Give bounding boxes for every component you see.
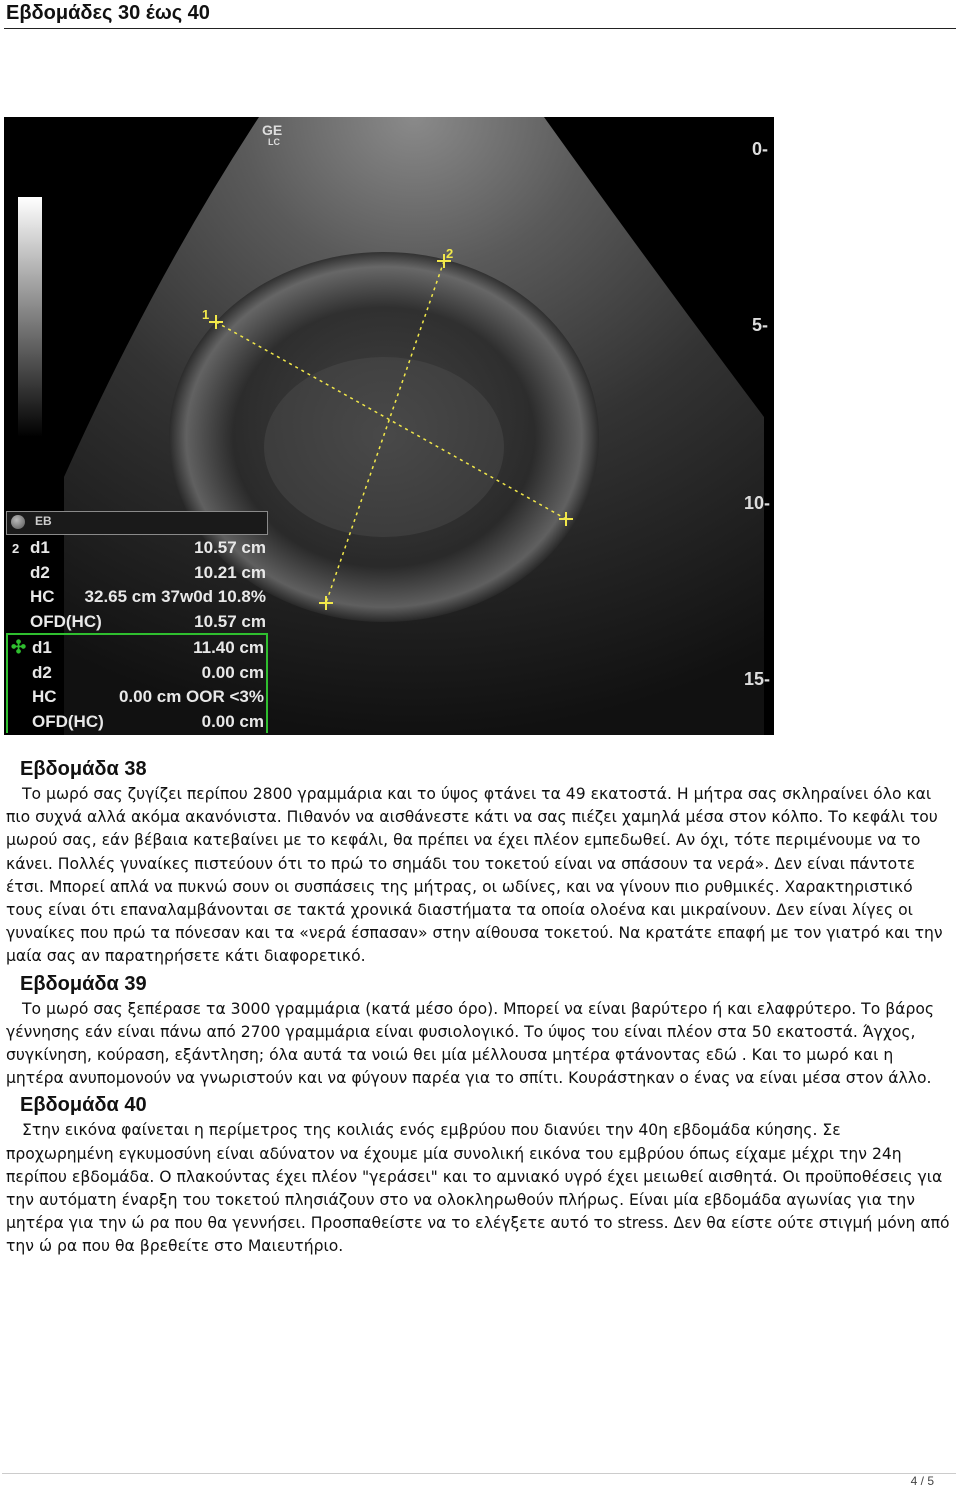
- measurement-label: OFD(HC): [30, 611, 102, 631]
- section-title: Εβδομάδα 39: [20, 972, 147, 995]
- measurement-value: 0.00 cm: [201, 662, 264, 682]
- footer-divider: [2, 1473, 956, 1474]
- measurement-label: d2: [32, 662, 52, 682]
- measurement-set-2: [6, 633, 268, 733]
- caliper-icon: ✣: [11, 637, 27, 657]
- measurement-label: d1: [30, 538, 50, 557]
- section-title: Εβδομάδα 38: [20, 758, 147, 780]
- depth-mark: 0-: [752, 139, 769, 159]
- article-body: [6, 758, 950, 1263]
- header-divider: [4, 28, 956, 29]
- measurement-value: 10.57 cm: [194, 538, 266, 557]
- section-text: Στην εικόνα φαίνεται η περίμετρος της κοιλιάς ενός εμβρύου που διανύει την 40η εβδομάδα κύησης. Σε προχωρημένη εγκυμοσύνη είναι αδύνατον να έχουμε μία συνολική εικόνα του εμβρύου όπως είχαμε μέχρι την 24η περίπου εβδομάδα. Ο πλακούντας έχει πλέον "γεράσει" και το αμνιακό υγρό έχει μειωθεί αισθητά. Οι προϋποθέσεις για την αυτόματη έναρξη του τοκετού πλησιάζουν στο να ολοκληρωθούν πλήρως. Είναι μία εβδομάδα αγωνίας για την μητέρα για την ώ ρα που θα γεννήσει. Προσπαθείστε να το ελέγξετε αυτό το stress. Δεν θα είστε ούτε στιγμή μόνη από την ώ ρα που θα βρεθείτε στο Μαιευτήριο.: [6, 1121, 950, 1256]
- section-text: Το μωρό σας ζυγίζει περίπου 2800 γραμμάρια και το ύψος φτάνει τα 49 εκατοστά. Η μήτρα σας σκληραίνει όλο και πιο συχνά αλλά ακόμα ακανόνιστα. Πιθανόν να αισθάνεστε κάτι να σας πιέζει χαμηλά μέσα στον κόλπο. Το κεφάλι του μωρού σας, εάν βέβαια κατεβαίνει με το κεφάλι, θα πρέπει να έχει πλέον εμπεδωθεί. Αν όχι, τότε περιμένουμε να το κάνει. Πολλές γυναίκες πιστεύουν ότι το πρώ το σημάδι του τοκετού είναι να σπάσουν τα νερά». Δεν είναι πάντοτε έτσι. Μπορεί απλά να πυκνώ σουν οι συσπάσεις της μήτρας, οι ωδίνες, και να γίνουν πιο ρυθμικές. Χαρακτηριστικό τους είναι ότι επαναλαμβάνονται σε τακτά χρονικά διαστήματα τα οποία ολοένα και μικραίνουν. Δεν είναι λίγες οι γυναίκες που πρώ τα πόνεσαν και τα «νερά έσπασαν» στην αίθουσα τοκετού. Να κρατάτε επαφή με τον γιατρό και την μαία σας αν παρατηρήσετε κάτι διαφορετικό.: [6, 785, 943, 966]
- measurement-value: 0.00 cm OOR <3%: [118, 687, 264, 706]
- measurement-label: HC: [30, 587, 55, 606]
- measurement-set-1: [6, 535, 268, 633]
- measurement-row: [6, 609, 268, 634]
- probe-label: LC: [268, 137, 280, 147]
- depth-mark: 5-: [752, 315, 769, 335]
- depth-mark: 10-: [744, 493, 771, 513]
- caliper-label: 1: [202, 307, 210, 322]
- brand-logo: GE: [262, 122, 283, 138]
- measurement-label: d1: [32, 638, 52, 657]
- measurement-row: [8, 684, 266, 709]
- measurement-value: 10.57 cm: [194, 611, 266, 631]
- depth-mark: 15-: [744, 669, 771, 689]
- measurement-value: 11.40 cm: [193, 638, 264, 657]
- measurement-row: [6, 535, 268, 560]
- grayscale-bar: [18, 197, 42, 437]
- page-number: 4 / 5: [910, 1474, 934, 1488]
- page-title: Εβδομάδες 30 έως 40: [6, 2, 210, 24]
- record-icon: [11, 515, 25, 529]
- measurement-row: [6, 560, 268, 585]
- measurement-value: 32.65 cm 37w0d 10.8%: [84, 587, 266, 606]
- measurements-panel: [6, 511, 268, 735]
- measurement-value: 0.00 cm: [201, 711, 264, 731]
- section-title: Εβδομάδα 40: [20, 1094, 147, 1117]
- measurement-row: [8, 635, 266, 660]
- caliper-label: 2: [446, 246, 454, 261]
- measurements-header: [6, 511, 268, 535]
- ultrasound-image: [4, 117, 774, 735]
- measurement-label: OFD(HC): [32, 711, 104, 731]
- measurement-value: 10.21 cm: [194, 562, 266, 582]
- measurement-label: HC: [32, 687, 57, 706]
- measurement-row: [8, 660, 266, 685]
- section-text: Το μωρό σας ξεπέρασε τα 3000 γραμμάρια (κατά μέσο όρο). Μπορεί να είναι βαρύτερο ή και ελαφρύτερο. Το βάρος γέννησης εάν είναι πάνω από 2700 γραμμάρια είναι φυσιολογικό. Το ύψος του είναι πλέον στα 50 εκατοστά. Άγχος, συγκίνηση, κούραση, εξάντληση; όλα αυτά τα νοιώ θει μία μέλλουσα μητέρα φτάνοντας εδώ . Και το μωρό και η μητέρα ανυπομονούν να γνωριστούν και να φύγουν παρέα για το σπίτι. Κουράστηκαν ο ένας να είναι μέσα στον άλλο.: [6, 999, 935, 1088]
- measurement-row: [8, 709, 266, 734]
- measurement-row: [6, 584, 268, 609]
- measurement-set-index: 2: [12, 541, 20, 556]
- measurement-label: d2: [30, 562, 50, 582]
- measurement-icon-text: EB: [35, 514, 52, 528]
